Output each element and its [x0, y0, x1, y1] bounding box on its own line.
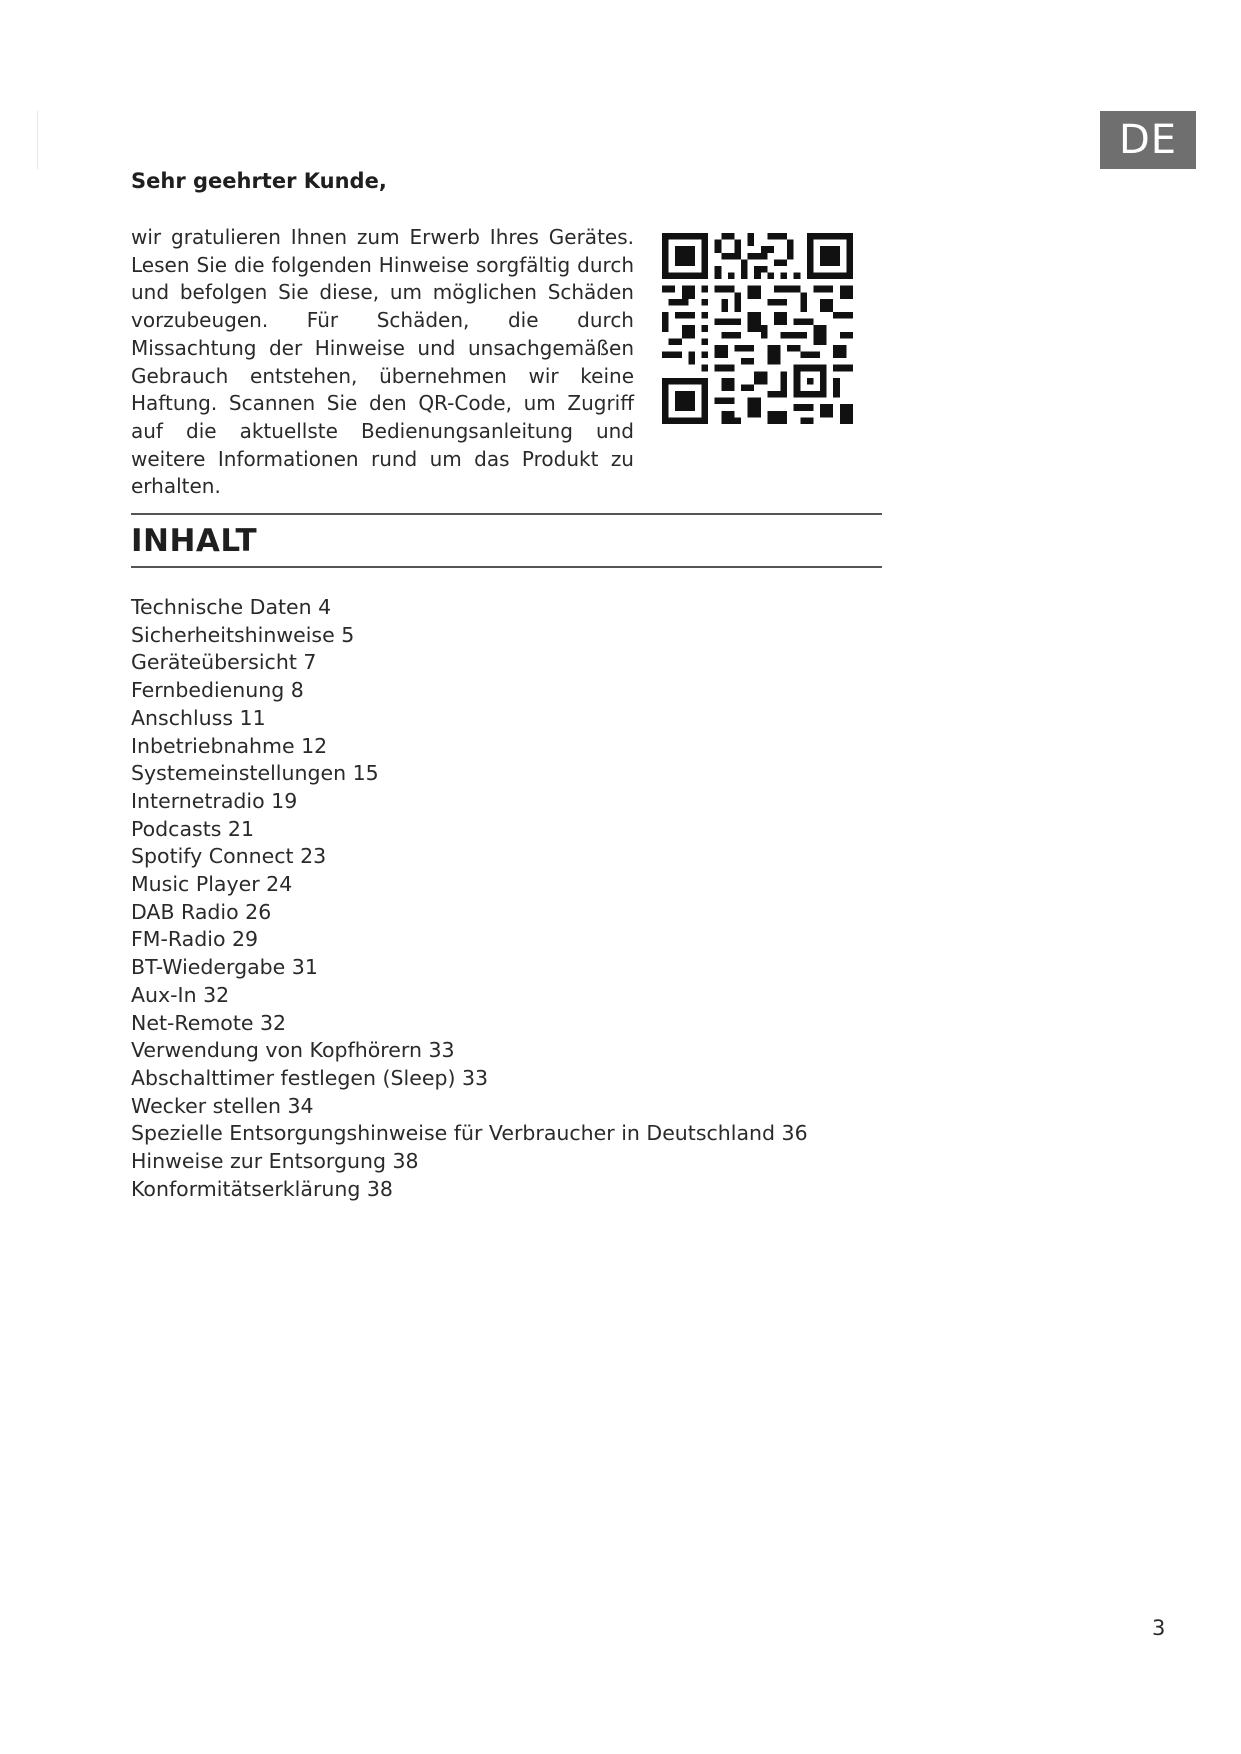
- toc-item[interactable]: Inbetriebnahme 12: [131, 733, 328, 758]
- toc-item[interactable]: Konformitätserklärung 38: [131, 1176, 393, 1201]
- toc-item[interactable]: Technische Daten 4: [131, 595, 332, 619]
- toc-item[interactable]: Internetradio 19: [131, 788, 298, 813]
- toc-item[interactable]: Systemeinstellungen 15: [131, 761, 379, 786]
- toc-item[interactable]: Abschalttimer festlegen (Sleep) 33: [131, 1065, 489, 1090]
- toc-item[interactable]: Podcasts 21: [131, 816, 255, 841]
- toc-rule-top: [131, 513, 882, 515]
- toc-item[interactable]: Spezielle Entsorgungshinweise für Verbraucher in Deutschland 36: [131, 1121, 808, 1146]
- toc-item[interactable]: Fernbedienung 8: [131, 678, 304, 703]
- margin-mark: [37, 111, 38, 169]
- qr-code-icon: [662, 233, 853, 424]
- toc-item[interactable]: FM-Radio 29: [131, 927, 259, 952]
- toc-item[interactable]: Anschluss 11: [131, 705, 266, 730]
- toc-item[interactable]: Geräteübersicht 7: [131, 650, 317, 675]
- toc-item[interactable]: BT-Wiedergabe 31: [131, 955, 318, 980]
- toc-item[interactable]: Verwendung von Kopfhörern 33: [131, 1038, 455, 1063]
- language-badge: DE: [1100, 111, 1196, 169]
- toc-item[interactable]: Aux-In 32: [131, 982, 230, 1007]
- toc-item[interactable]: Net-Remote 32: [131, 1010, 287, 1035]
- toc-rule-bottom: [131, 566, 882, 568]
- toc-item[interactable]: Hinweise zur Entsorgung 38: [131, 1149, 419, 1174]
- toc-item[interactable]: Spotify Connect 23: [131, 844, 327, 869]
- page-number: 3: [1152, 1616, 1166, 1640]
- toc-item[interactable]: DAB Radio 26: [131, 899, 272, 924]
- toc-title: INHALT: [131, 523, 258, 559]
- toc-list: [131, 594, 808, 1203]
- intro-paragraph: wir gratulieren Ihnen zum Erwerb Ihres Gerätes. Lesen Sie die folgenden Hinweise sorgfältig durch und befolgen Sie diese, um möglichen Schäden vorzubeugen. Für Schäden, die durch Missachtung der Hinweise und unsachgemäßen Gebrauch entstehen, übernehmen wir keine Haftung. Scannen Sie den QR-Code, um Zugriff auf die aktuellste Bedienungsanleitung und weitere Informationen rund um das Produkt zu erhalten.: [131, 225, 634, 499]
- toc-item[interactable]: Sicherheitshinweise 5: [131, 622, 355, 647]
- toc-item[interactable]: Wecker stellen 34: [131, 1093, 314, 1118]
- greeting: Sehr geehrter Kunde,: [131, 169, 387, 193]
- toc-item[interactable]: Music Player 24: [131, 872, 293, 897]
